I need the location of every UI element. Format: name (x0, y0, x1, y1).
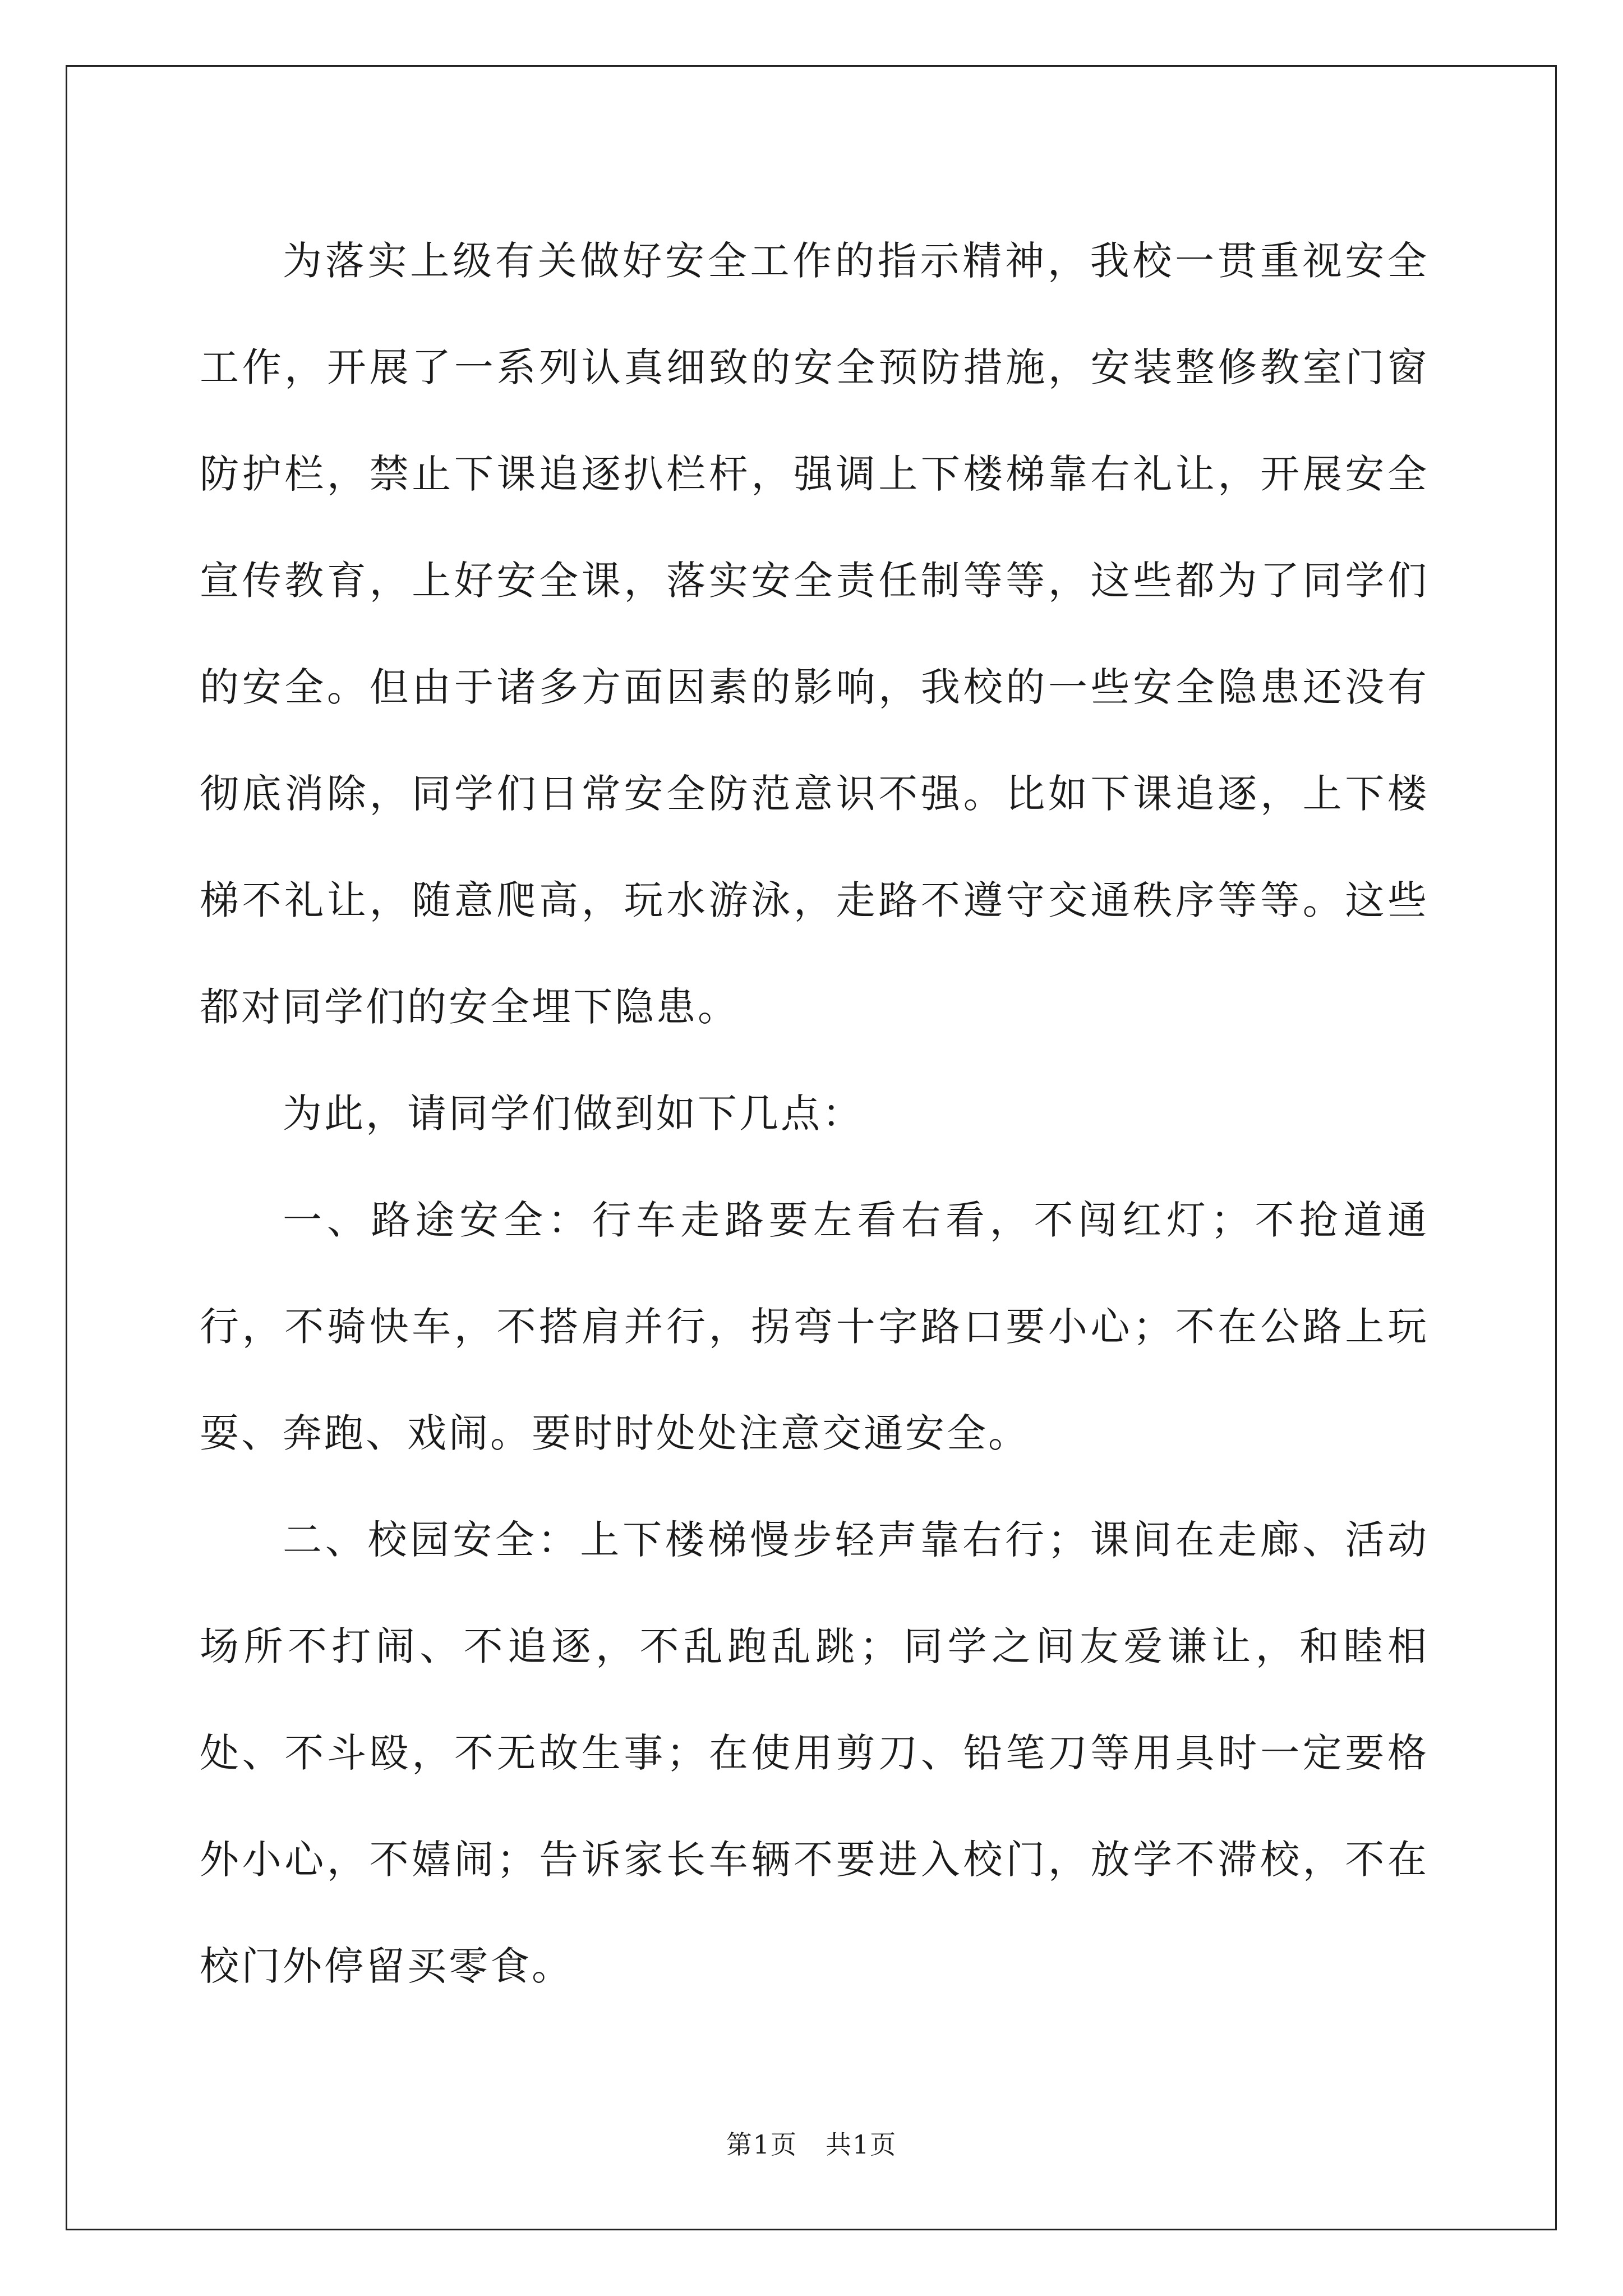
paragraph-request: 为此，请同学们做到如下几点： (283, 1091, 864, 1137)
paragraph-route-safety: 一、路途安全：行车走路要左看右看，不闯红灯；不抢道通行，不骑快车，不搭肩并行，拐弯十字路口要小心；不在公路上玩耍、奔跑、戏闹。要时时处处注意交通安全。 (200, 1197, 1429, 1456)
paragraph-intro: 为落实上级有关做好安全工作的指示精神，我校一贯重视安全工作，开展了一系列认真细致的安全预防措施，安装整修教室门窗防护栏，禁止下课追逐扒栏杆，强调上下楼梯靠右礼让，开展安全宣传教育，上好安全课，落实安全责任制等等，这些都为了同学们的安全。但由于诸多方面因素的影响，我校的一些安全隐患还没有彻底消除，同学们日常安全防范意识不强。比如下课追逐，上下楼梯不礼让，随意爬高，玩水游泳，走路不遵守交通秩序等等。这些都对同学们的安全埋下隐患。 (200, 238, 1429, 1030)
page-footer (0, 2124, 1623, 2161)
page-total: 共1页 (826, 2129, 897, 2160)
paragraph-campus-safety: 二、校园安全：上下楼梯慢步轻声靠右行；课间在走廊、活动场所不打闹、不追逐，不乱跑乱跳；同学之间友爱谦让，和睦相处、不斗殴，不无故生事；在使用剪刀、铅笔刀等用具时一定要格外小心，不嬉闹；告诉家长车辆不要进入校门，放学不滞校，不在校门外停留买零食。 (200, 1517, 1429, 1989)
page-number: 第1页 (726, 2129, 797, 2160)
document-body (200, 208, 1429, 2019)
